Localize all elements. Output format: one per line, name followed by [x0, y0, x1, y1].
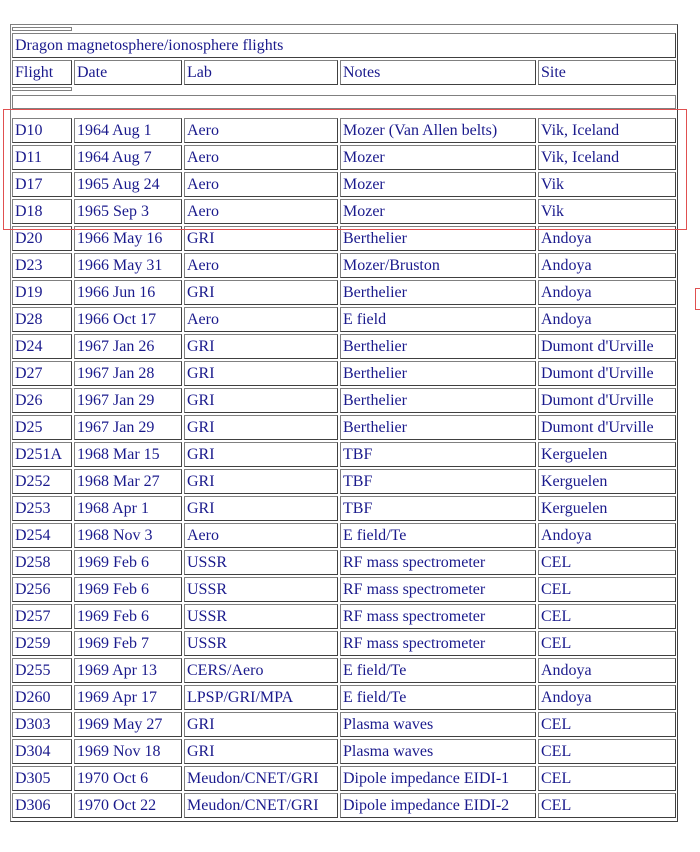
table-top-stub [12, 27, 72, 31]
cell-flight: D28 [12, 307, 72, 332]
cell-flight: D303 [12, 712, 72, 737]
cell-site: Andoya [538, 253, 676, 278]
cell-site: Kerguelen [538, 496, 676, 521]
cell-lab: GRI [184, 415, 338, 440]
cell-site: Dumont d'Urville [538, 415, 676, 440]
cell-site: Andoya [538, 658, 676, 683]
cell-date: 1969 Apr 13 [74, 658, 182, 683]
cell-lab: GRI [184, 496, 338, 521]
cell-date: 1969 Feb 6 [74, 577, 182, 602]
cell-date: 1967 Jan 28 [74, 361, 182, 386]
cell-date: 1966 Jun 16 [74, 280, 182, 305]
cell-flight: D27 [12, 361, 72, 386]
cell-date: 1966 May 31 [74, 253, 182, 278]
cell-date: 1966 Oct 17 [74, 307, 182, 332]
cell-lab: Aero [184, 172, 338, 197]
cell-site: Andoya [538, 280, 676, 305]
cell-notes: Mozer [340, 199, 536, 224]
cell-date: 1964 Aug 7 [74, 145, 182, 170]
cell-site: CEL [538, 631, 676, 656]
cell-site: Vik [538, 199, 676, 224]
cell-lab: USSR [184, 604, 338, 629]
cell-flight: D23 [12, 253, 72, 278]
cell-lab: GRI [184, 226, 338, 251]
cell-lab: Aero [184, 145, 338, 170]
cell-notes: Plasma waves [340, 739, 536, 764]
cell-lab: GRI [184, 712, 338, 737]
cell-date: 1969 Apr 17 [74, 685, 182, 710]
cell-notes: E field/Te [340, 658, 536, 683]
cell-notes: RF mass spectrometer [340, 550, 536, 575]
cell-flight: D260 [12, 685, 72, 710]
cell-lab: Aero [184, 523, 338, 548]
cell-date: 1969 Nov 18 [74, 739, 182, 764]
cell-site: CEL [538, 739, 676, 764]
cell-lab: Aero [184, 199, 338, 224]
cell-flight: D24 [12, 334, 72, 359]
cell-notes: E field [340, 307, 536, 332]
cell-notes: Mozer/Bruston [340, 253, 536, 278]
cell-notes: Plasma waves [340, 712, 536, 737]
cell-notes: TBF [340, 496, 536, 521]
cell-notes: RF mass spectrometer [340, 604, 536, 629]
cell-notes: Mozer [340, 145, 536, 170]
cell-flight: D304 [12, 739, 72, 764]
cell-date: 1966 May 16 [74, 226, 182, 251]
cell-flight: D25 [12, 415, 72, 440]
cell-site: Dumont d'Urville [538, 361, 676, 386]
cell-lab: Meudon/CNET/GRI [184, 793, 338, 818]
cell-date: 1969 Feb 6 [74, 550, 182, 575]
cell-date: 1965 Aug 24 [74, 172, 182, 197]
cell-site: Vik [538, 172, 676, 197]
cell-notes: E field/Te [340, 523, 536, 548]
cell-flight: D19 [12, 280, 72, 305]
cell-flight: D259 [12, 631, 72, 656]
cell-lab: USSR [184, 550, 338, 575]
cell-site: CEL [538, 577, 676, 602]
cell-date: 1969 Feb 7 [74, 631, 182, 656]
cell-date: 1967 Jan 29 [74, 415, 182, 440]
cell-lab: Aero [184, 253, 338, 278]
cell-flight: D253 [12, 496, 72, 521]
cell-notes: TBF [340, 442, 536, 467]
cell-date: 1965 Sep 3 [74, 199, 182, 224]
cell-lab: GRI [184, 361, 338, 386]
side-marker [695, 288, 700, 310]
cell-flight: D26 [12, 388, 72, 413]
header-date: Date [74, 60, 182, 85]
cell-lab: GRI [184, 280, 338, 305]
cell-lab: CERS/Aero [184, 658, 338, 683]
cell-notes: Mozer (Van Allen belts) [340, 118, 536, 143]
cell-lab: USSR [184, 577, 338, 602]
cell-site: Andoya [538, 685, 676, 710]
cell-lab: GRI [184, 469, 338, 494]
cell-site: Andoya [538, 307, 676, 332]
cell-site: Kerguelen [538, 442, 676, 467]
cell-flight: D305 [12, 766, 72, 791]
cell-site: Vik, Iceland [538, 145, 676, 170]
cell-site: Dumont d'Urville [538, 334, 676, 359]
cell-flight: D306 [12, 793, 72, 818]
cell-date: 1969 Feb 6 [74, 604, 182, 629]
cell-flight: D18 [12, 199, 72, 224]
cell-lab: GRI [184, 739, 338, 764]
cell-site: Kerguelen [538, 469, 676, 494]
cell-date: 1968 Apr 1 [74, 496, 182, 521]
cell-notes: E field/Te [340, 685, 536, 710]
cell-date: 1970 Oct 22 [74, 793, 182, 818]
cell-date: 1964 Aug 1 [74, 118, 182, 143]
cell-notes: Berthelier [340, 415, 536, 440]
cell-flight: D255 [12, 658, 72, 683]
cell-site: CEL [538, 550, 676, 575]
cell-site: Dumont d'Urville [538, 388, 676, 413]
cell-site: CEL [538, 793, 676, 818]
cell-date: 1967 Jan 29 [74, 388, 182, 413]
cell-lab: Aero [184, 118, 338, 143]
cell-site: Vik, Iceland [538, 118, 676, 143]
cell-site: CEL [538, 766, 676, 791]
cell-date: 1968 Nov 3 [74, 523, 182, 548]
cell-lab: USSR [184, 631, 338, 656]
cell-notes: Dipole impedance EIDI-2 [340, 793, 536, 818]
cell-notes: RF mass spectrometer [340, 631, 536, 656]
cell-notes: RF mass spectrometer [340, 577, 536, 602]
cell-flight: D20 [12, 226, 72, 251]
cell-notes: Berthelier [340, 280, 536, 305]
cell-lab: GRI [184, 388, 338, 413]
cell-notes: Berthelier [340, 334, 536, 359]
header-lab: Lab [184, 60, 338, 85]
table-spacer-row [12, 95, 676, 109]
cell-flight: D254 [12, 523, 72, 548]
cell-date: 1970 Oct 6 [74, 766, 182, 791]
header-site: Site [538, 60, 676, 85]
header-flight: Flight [12, 60, 72, 85]
cell-notes: Dipole impedance EIDI-1 [340, 766, 536, 791]
cell-notes: Mozer [340, 172, 536, 197]
cell-flight: D11 [12, 145, 72, 170]
table-title: Dragon magnetosphere/ionosphere flights [12, 33, 676, 58]
cell-site: Andoya [538, 226, 676, 251]
cell-notes: Berthelier [340, 388, 536, 413]
cell-site: CEL [538, 604, 676, 629]
cell-notes: Berthelier [340, 361, 536, 386]
cell-lab: Meudon/CNET/GRI [184, 766, 338, 791]
cell-flight: D252 [12, 469, 72, 494]
cell-lab: LPSP/GRI/MPA [184, 685, 338, 710]
cell-date: 1969 May 27 [74, 712, 182, 737]
cell-flight: D256 [12, 577, 72, 602]
header-stub [12, 87, 72, 91]
cell-flight: D251A [12, 442, 72, 467]
cell-date: 1968 Mar 27 [74, 469, 182, 494]
cell-notes: Berthelier [340, 226, 536, 251]
cell-site: Andoya [538, 523, 676, 548]
cell-flight: D258 [12, 550, 72, 575]
cell-lab: Aero [184, 307, 338, 332]
cell-date: 1968 Mar 15 [74, 442, 182, 467]
cell-flight: D257 [12, 604, 72, 629]
cell-flight: D17 [12, 172, 72, 197]
cell-lab: GRI [184, 442, 338, 467]
cell-notes: TBF [340, 469, 536, 494]
cell-date: 1967 Jan 26 [74, 334, 182, 359]
header-notes: Notes [340, 60, 536, 85]
cell-site: CEL [538, 712, 676, 737]
cell-lab: GRI [184, 334, 338, 359]
cell-flight: D10 [12, 118, 72, 143]
